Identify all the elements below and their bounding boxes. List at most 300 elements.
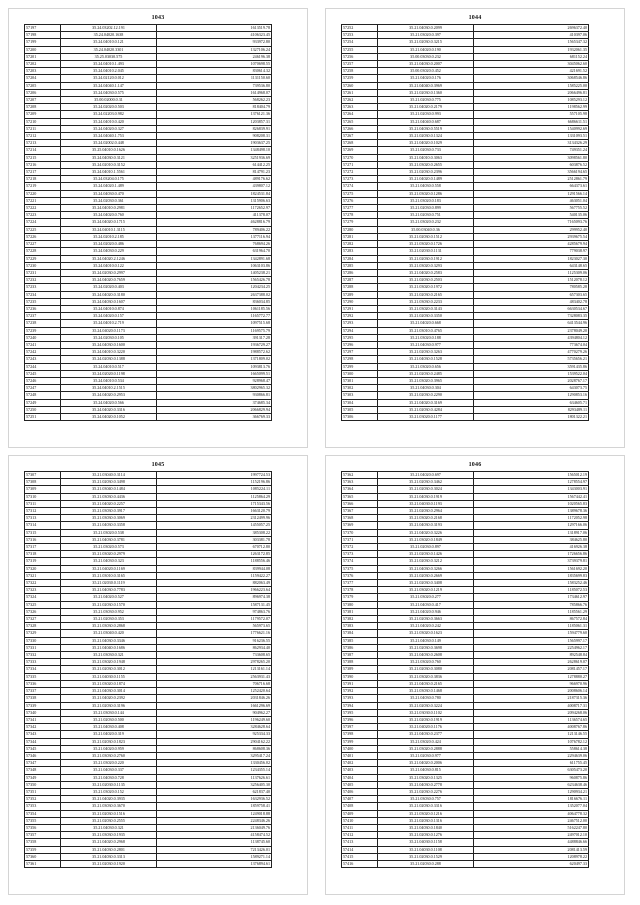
code-cell: 35.21.03030.0.2760 [61, 752, 157, 759]
table-row [342, 731, 589, 738]
code-cell: 35.00.03030.0.232 [378, 53, 474, 60]
table-row [342, 810, 589, 817]
row-number-cell: 57306 [342, 413, 378, 420]
value-cell: 1594779.60 [474, 630, 589, 637]
row-number-cell: 57199 [25, 39, 61, 46]
code-cell: 35.21.03030.0.1468 [378, 688, 474, 695]
table-row [25, 248, 272, 255]
table-row [342, 349, 589, 356]
value-cell: 836034.85 [157, 298, 272, 305]
value-cell: 2628619.07 [474, 659, 589, 666]
value-cell: 2378049.20 [474, 327, 589, 334]
table-row [25, 111, 272, 118]
value-cell: 3591435.86 [474, 363, 589, 370]
row-number-cell: 57266 [342, 125, 378, 132]
table-row [25, 147, 272, 154]
row-number-cell: 57394 [342, 702, 378, 709]
value-cell: 1632936.52 [157, 796, 272, 803]
table-row [342, 745, 589, 752]
page-1045 [8, 455, 308, 895]
value-cell: 4064778.32 [474, 810, 589, 817]
page-number: 1044 [468, 15, 482, 21]
row-number-cell: 57316 [25, 536, 61, 543]
table-row [25, 709, 272, 716]
row-number-cell: 57390 [342, 673, 378, 680]
table-row [25, 363, 272, 370]
row-number-cell: 57281 [342, 233, 378, 240]
row-number-cell: 57267 [342, 133, 378, 140]
row-number-cell: 57363 [342, 479, 378, 486]
row-number-cell: 57332 [25, 652, 61, 659]
row-number-cell: 57294 [342, 327, 378, 334]
table-row [342, 334, 589, 341]
code-cell: 35.21.03020.0.1286 [378, 190, 474, 197]
row-number-cell: 57219 [25, 183, 61, 190]
row-number-cell: 57232 [25, 277, 61, 284]
row-number-cell: 57386 [342, 644, 378, 651]
row-number-cell: 57336 [25, 680, 61, 687]
row-number-cell: 57299 [342, 363, 378, 370]
table-row [342, 479, 589, 486]
row-number-cell: 57221 [25, 197, 61, 204]
row-number-cell: 57214 [25, 147, 61, 154]
row-number-cell: 57329 [25, 630, 61, 637]
code-cell: 35.21.04030.0.1528 [378, 356, 474, 363]
value-cell: 2563931.43 [157, 673, 272, 680]
row-number-cell: 57325 [25, 601, 61, 608]
value-cell: 1169575.79 [157, 327, 272, 334]
code-cell: 35.21.03010.0.3165 [61, 572, 157, 579]
table-row [342, 248, 589, 255]
code-cell: 35.21.04030.0.2099 [378, 25, 474, 32]
table-row [342, 363, 589, 370]
code-cell: 35.21.04030.0.321 [61, 824, 157, 831]
row-number-cell: 57342 [25, 724, 61, 731]
row-number-cell: 57318 [25, 551, 61, 558]
table-row [342, 652, 589, 659]
code-cell: 35.21.04030.0.1155 [61, 673, 157, 680]
value-cell: 657303.65 [474, 291, 589, 298]
code-cell: 35.24.04020.0.7659 [61, 277, 157, 284]
value-cell: 1290934.21 [474, 788, 589, 795]
code-cell: 35.21.02030.0.1119 [61, 580, 157, 587]
table-row [342, 616, 589, 623]
value-cell: 4158474.52 [157, 832, 272, 839]
value-cell: 1315906.63 [157, 197, 272, 204]
code-cell: 35.21.04030.0.558 [378, 183, 474, 190]
row-number-cell: 57309 [25, 486, 61, 493]
row-number-cell: 57240 [25, 334, 61, 341]
table-row [342, 472, 589, 479]
row-number-cell: 57378 [342, 587, 378, 594]
table-row [25, 853, 272, 860]
code-cell: 35.24.02010.2.185 [61, 233, 157, 240]
value-cell: 6305473.20 [474, 767, 589, 774]
row-number-cell: 57222 [25, 205, 61, 212]
value-cell: 7213426.01 [157, 846, 272, 853]
row-number-cell: 57322 [25, 580, 61, 587]
code-cell: 35.24.04020.3301 [61, 46, 157, 53]
table-row [25, 580, 272, 587]
value-cell: 925334.33 [157, 731, 272, 738]
code-cell: 35.24.02030.0.361 [61, 197, 157, 204]
value-cell: 2512861.79 [474, 176, 589, 183]
value-cell: 558614.38 [474, 745, 589, 752]
row-number-cell: 57239 [25, 327, 61, 334]
row-number-cell: 57365 [342, 493, 378, 500]
row-number-cell: 57245 [25, 370, 61, 377]
value-cell: 611755.45 [474, 760, 589, 767]
table-row [342, 702, 589, 709]
code-cell: 35.00.02000.0.31 [61, 97, 157, 104]
row-number-cell: 57270 [342, 154, 378, 161]
table-row [25, 226, 272, 233]
row-number-cell: 57226 [25, 233, 61, 240]
row-number-cell: 57401 [342, 752, 378, 759]
value-cell: 1234355.14 [157, 767, 272, 774]
value-cell: 6413544.96 [474, 320, 589, 327]
table-row [342, 327, 589, 334]
row-number-cell: 57338 [25, 695, 61, 702]
table-row [25, 666, 272, 673]
row-number-cell: 57263 [342, 104, 378, 111]
row-number-cell: 57215 [25, 154, 61, 161]
code-cell: 35.21.04020.0.242 [378, 623, 474, 630]
row-number-cell: 57303 [342, 392, 378, 399]
page-number: 1045 [151, 462, 165, 468]
table-row [342, 558, 589, 565]
code-cell: 35.21.04030.0.149 [378, 637, 474, 644]
row-number-cell: 57405 [342, 781, 378, 788]
table-row [342, 529, 589, 536]
table-row [25, 161, 272, 168]
table-row [342, 817, 589, 824]
value-cell: 780585.28 [474, 284, 589, 291]
code-cell: 35.21.03010.0.4765 [378, 327, 474, 334]
code-cell: 35.24.04040.1.753 [61, 133, 157, 140]
code-cell: 35.21.02030.0.2276 [378, 788, 474, 795]
value-cell: 773674.04 [474, 341, 589, 348]
value-cell: 966970.96 [474, 680, 589, 687]
code-cell: 35.21.04030.0.2377 [378, 731, 474, 738]
value-cell: 2248346.26 [157, 817, 272, 824]
value-cell: 1327106.24 [157, 46, 272, 53]
code-cell: 35.21.03020.0.188 [378, 334, 474, 341]
code-cell: 35.21.04030.0.2165 [378, 680, 474, 687]
code-cell: 35.21.04030.0.417 [378, 601, 474, 608]
value-cell: 2696372.40 [474, 25, 589, 32]
row-number-cell: 57398 [342, 731, 378, 738]
row-number-cell: 57385 [342, 637, 378, 644]
code-cell: 35.21.02030.0.3462 [378, 479, 474, 486]
code-cell: 35.21.04020.0.3169 [378, 399, 474, 406]
code-cell: 35.21.02030.0.899 [378, 205, 474, 212]
row-number-cell: 57368 [342, 515, 378, 522]
row-number-cell: 57373 [342, 551, 378, 558]
row-number-cell: 57202 [25, 61, 61, 68]
code-cell: 35.24.02020.0.486 [61, 241, 157, 248]
value-cell: 3045062.60 [474, 61, 589, 68]
code-cell: 35.21.03040.0.1484 [61, 486, 157, 493]
value-cell: 1565347.32 [474, 39, 589, 46]
value-cell: 1188556.46 [157, 558, 272, 565]
row-number-cell: 57412 [342, 832, 378, 839]
table-row [25, 529, 272, 536]
code-cell: 35.00.03040.0.36 [378, 226, 474, 233]
row-number-cell: 57295 [342, 334, 378, 341]
code-cell: 35.24.04020.0.1715 [61, 219, 157, 226]
value-cell: 1613519.78 [157, 25, 272, 32]
row-number-cell: 57236 [25, 305, 61, 312]
row-number-cell: 57362 [342, 472, 378, 479]
value-cell: 2294639.06 [474, 752, 589, 759]
table-row [342, 154, 589, 161]
table-row [25, 334, 272, 341]
row-number-cell: 57399 [342, 738, 378, 745]
table-row [342, 82, 589, 89]
table-row [342, 298, 589, 305]
code-cell: 35.24.02020.0.503 [61, 104, 157, 111]
code-cell: 35.21.04040.0.1686 [61, 644, 157, 651]
row-number-cell: 57251 [25, 413, 61, 420]
value-cell: 6234638.46 [474, 781, 589, 788]
value-cell: 1376894.61 [157, 860, 272, 867]
code-cell: 35.21.02030.0.1135 [61, 781, 157, 788]
row-number-cell: 57229 [25, 255, 61, 262]
value-cell: 1185561.29 [474, 608, 589, 615]
code-cell: 35.21.03020.0.1849 [378, 536, 474, 543]
value-cell: 867572.84 [474, 616, 589, 623]
table-row [25, 752, 272, 759]
value-cell: 1585225.00 [474, 82, 589, 89]
table-row [342, 752, 589, 759]
table-row [25, 637, 272, 644]
code-cell: 35.21.02030.0.1529 [378, 853, 474, 860]
table-row [25, 803, 272, 810]
value-cell: 567755.52 [474, 205, 589, 212]
table-row [25, 695, 272, 702]
value-cell: 908208.31 [157, 133, 272, 140]
code-cell: 35.21.03030.0.1935 [61, 832, 157, 839]
code-cell: 35.21.03020.0.2168 [378, 515, 474, 522]
row-number-cell: 57381 [342, 608, 378, 615]
code-cell: 35.21.02030.0.1360 [378, 89, 474, 96]
value-cell: 1835699.83 [474, 572, 589, 579]
code-cell: 35.24.04010.0.517 [61, 363, 157, 370]
row-number-cell: 57321 [25, 572, 61, 579]
table-row [25, 190, 272, 197]
value-cell: 1185061.31 [474, 623, 589, 630]
code-cell: 35.21.03030.0.4436 [61, 493, 157, 500]
value-cell: 1565997.17 [474, 637, 589, 644]
value-cell: 1165772.77 [157, 313, 272, 320]
code-cell: 35.24.04020.0.1173 [61, 327, 157, 334]
table-row [25, 608, 272, 615]
code-cell: 35.24.04010.1.3115 [61, 226, 157, 233]
code-cell: 35.21.04030.0.2778 [378, 781, 474, 788]
table-row [25, 810, 272, 817]
row-number-cell: 57261 [342, 89, 378, 96]
value-cell: 664373.61 [474, 183, 589, 190]
row-number-cell: 57300 [342, 370, 378, 377]
value-cell: 2081413.59 [474, 846, 589, 853]
table-row [342, 580, 589, 587]
code-cell: 35.21.04030.0.3266 [378, 565, 474, 572]
table-row [25, 241, 272, 248]
value-cell: 1663120.79 [157, 508, 272, 515]
value-cell: 1342891.68 [157, 255, 272, 262]
code-cell: 35.21.03020.0.3143 [378, 305, 474, 312]
table-row [25, 341, 272, 348]
value-cell: 6686611.51 [474, 118, 589, 125]
code-cell: 35.21.04020.0.2392 [61, 695, 157, 702]
code-cell: 35.21.03030.0.3917 [61, 508, 157, 515]
row-number-cell: 57409 [342, 810, 378, 817]
row-number-cell: 57224 [25, 219, 61, 226]
row-number-cell: 57197 [25, 25, 61, 32]
table-row [342, 709, 589, 716]
table-row [342, 601, 589, 608]
row-number-cell: 57211 [25, 125, 61, 132]
value-cell: 2254962.17 [474, 644, 589, 651]
code-cell: 35.21.02030.0.3196 [61, 702, 157, 709]
code-cell: 35.21.02030.0.3698 [378, 644, 474, 651]
row-number-cell: 57343 [25, 731, 61, 738]
table-row [25, 623, 272, 630]
row-number-cell: 57216 [25, 161, 61, 168]
table-row [342, 377, 589, 384]
table-row [342, 219, 589, 226]
value-cell: 1389678.36 [474, 508, 589, 515]
value-cell: 1297166.06 [474, 522, 589, 529]
row-number-cell: 57333 [25, 659, 61, 666]
value-cell: 739536.80 [157, 82, 272, 89]
table-row [342, 803, 589, 810]
table-row [25, 652, 272, 659]
table-row [25, 760, 272, 767]
code-cell: 35.21.02030.0.1919 [378, 716, 474, 723]
code-cell: 35.21.02030.0.3215 [378, 39, 474, 46]
row-number-cell: 57297 [342, 349, 378, 356]
value-cell: 904962.27 [157, 709, 272, 716]
value-cell: 1249018.88 [157, 810, 272, 817]
row-number-cell: 57407 [342, 796, 378, 803]
value-cell: 1583252.46 [474, 580, 589, 587]
table-row [342, 75, 589, 82]
code-cell: 35.21.02030.0.3316 [378, 803, 474, 810]
code-cell: 35.21.04030.0.7783 [61, 587, 157, 594]
table-row [342, 89, 589, 96]
table-row [25, 493, 272, 500]
table-row [342, 140, 589, 147]
row-number-cell: 57396 [342, 716, 378, 723]
value-cell: 1131150.60 [157, 75, 272, 82]
row-number-cell: 57403 [342, 767, 378, 774]
table-row [342, 522, 589, 529]
row-number-cell: 57411 [342, 824, 378, 831]
code-cell: 35.24.04020.0.760 [61, 212, 157, 219]
row-number-cell: 57340 [25, 709, 61, 716]
table-row [342, 659, 589, 666]
row-number-cell: 57379 [342, 594, 378, 601]
row-number-cell: 57324 [25, 594, 61, 601]
code-cell: 35.21.03020.0.3965 [378, 377, 474, 384]
table-row [342, 680, 589, 687]
code-cell: 35.21.03020.0.232 [378, 219, 474, 226]
table-row [342, 608, 589, 615]
value-cell: 681152.24 [474, 53, 589, 60]
table-row [342, 587, 589, 594]
row-number-cell: 57339 [25, 702, 61, 709]
code-cell: 35.21.02030.0.1516 [61, 810, 157, 817]
code-cell: 35.21.03020.0.2655 [378, 161, 474, 168]
code-cell: 35.21.04020.0.1169 [61, 565, 157, 572]
table-row [342, 486, 589, 493]
code-cell: 35.21.02030.0.4284 [378, 406, 474, 413]
row-number-cell: 57353 [25, 803, 61, 810]
value-cell: 1715343.56 [157, 500, 272, 507]
code-cell: 35.21.02030.0.751 [378, 212, 474, 219]
row-number-cell: 57348 [25, 767, 61, 774]
value-cell: 930866.81 [157, 392, 272, 399]
value-cell: 818404.79 [157, 104, 272, 111]
code-cell: 35.21.02030.0.977 [378, 752, 474, 759]
code-cell: 35.21.04030.0.3358 [61, 522, 157, 529]
value-cell: 1561692.20 [474, 565, 589, 572]
table-row [25, 544, 272, 551]
table-row [25, 745, 272, 752]
value-cell: 1661296.69 [157, 702, 272, 709]
code-cell: 35.21.03020.0.1623 [378, 630, 474, 637]
code-cell: 35.21.03040.0.420 [61, 630, 157, 637]
table-row [342, 305, 589, 312]
table-row [25, 233, 272, 240]
value-cell: 7165093.76 [474, 219, 589, 226]
table-row [25, 176, 272, 183]
row-number-cell: 57374 [342, 558, 378, 565]
value-cell: 1203857.31 [157, 118, 272, 125]
table-row [25, 500, 272, 507]
value-cell: 1076782.12 [474, 738, 589, 745]
table-row [25, 731, 272, 738]
row-number-cell: 57377 [342, 580, 378, 587]
row-number-cell: 57347 [25, 760, 61, 767]
code-cell: 35.21.03030.0.952 [61, 608, 157, 615]
value-cell: 1377116.94 [157, 233, 272, 240]
code-cell: 35.21.03030.0.2868 [61, 623, 157, 630]
table-row [342, 147, 589, 154]
table-row [342, 767, 589, 774]
value-cell: 246196.38 [157, 53, 272, 60]
value-cell: 2497012.10 [474, 832, 589, 839]
code-cell: 35.21.03020.0.573 [61, 544, 157, 551]
row-number-cell: 57364 [342, 486, 378, 493]
code-cell: 35.21.02030.0.3408 [378, 580, 474, 587]
value-cell: 1179572.07 [157, 616, 272, 623]
row-number-cell: 57349 [25, 774, 61, 781]
code-cell: 35.24.02010.0.3152 [61, 161, 157, 168]
table-row [25, 370, 272, 377]
value-cell: 933972.80 [157, 39, 272, 46]
code-cell: 35.21.04030.0.5519 [378, 125, 474, 132]
row-number-cell: 57413 [342, 839, 378, 846]
row-number-cell: 57372 [342, 544, 378, 551]
table-row [25, 284, 272, 291]
row-number-cell: 57272 [342, 169, 378, 176]
value-cell: 814791.23 [157, 169, 272, 176]
table-row [342, 97, 589, 104]
code-cell: 35.21.04030.0.977 [378, 341, 474, 348]
